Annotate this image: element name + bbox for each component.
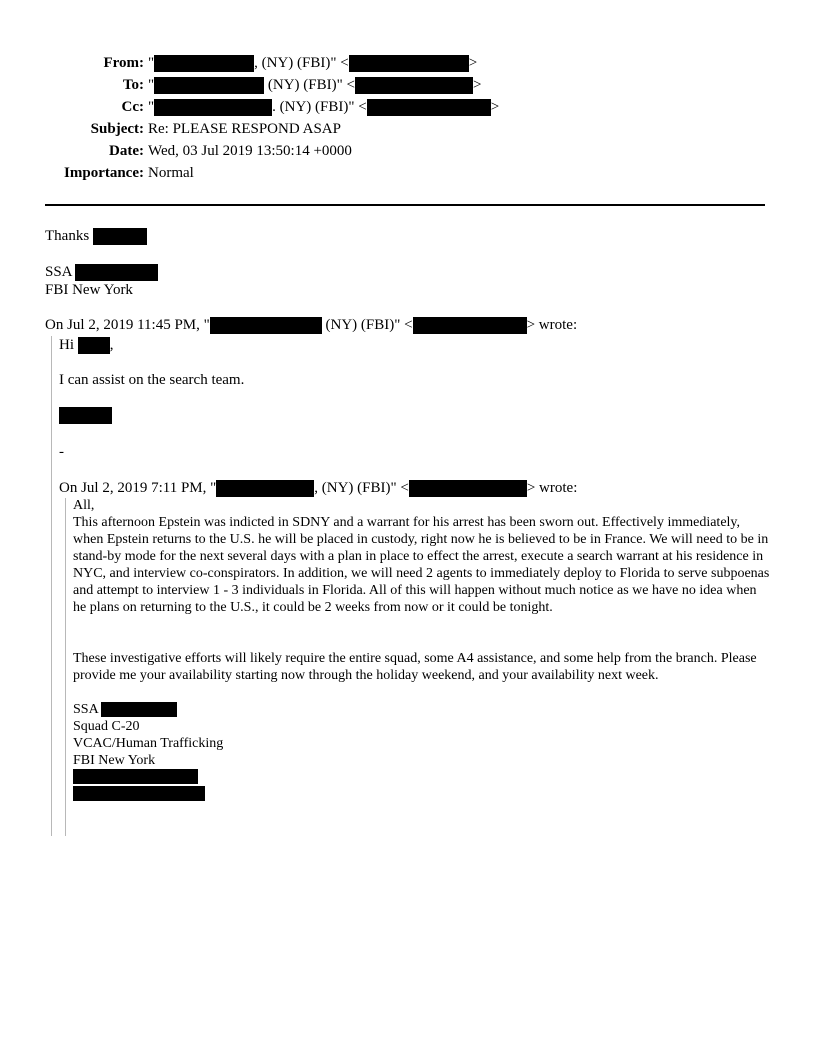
- quote1-bar: [51, 336, 52, 836]
- quote1-attribution: On Jul 2, 2019 11:45 PM, " (NY) (FBI)" < > wrote:: [45, 317, 578, 333]
- redacted-from-name: [154, 55, 254, 72]
- quote2-paragraph-2: These investigative efforts will likely require the entire squad, some A4 assistance, and some help from the branch. Please provide me your availability starting now through the holiday weekend, and your availability next week.: [73, 651, 757, 683]
- importance-value: Normal: [148, 165, 194, 181]
- quote2-sig-squad: Squad C-20: [73, 719, 140, 734]
- redacted-thanks-name: [93, 228, 147, 245]
- from-label: From:: [103, 55, 144, 71]
- header-divider: [45, 204, 765, 206]
- subject-label: Subject:: [90, 121, 144, 137]
- from-value: " , (NY) (FBI)" < >: [148, 55, 478, 71]
- redacted-q2-email: [409, 480, 527, 497]
- redacted-cc-name: [154, 99, 272, 116]
- to-value: " (NY) (FBI)" < >: [148, 77, 482, 93]
- redacted-q2-name: [216, 480, 314, 497]
- quote2-sig-office: FBI New York: [73, 753, 156, 768]
- redacted-from-email: [349, 55, 469, 72]
- quote2-bar: [65, 498, 66, 836]
- redacted-q2-sig-line-1: [73, 769, 198, 784]
- quote2-greeting: All,: [73, 498, 95, 513]
- redacted-q2-sig-line-2: [73, 786, 205, 801]
- redacted-to-email: [355, 77, 473, 94]
- reply-sig-title: SSA: [45, 263, 158, 281]
- quote1-body: I can assist on the search team.: [59, 372, 245, 388]
- redacted-greeting-name: [78, 337, 110, 354]
- quote1-dash: -: [59, 444, 64, 460]
- importance-label: Importance:: [64, 165, 144, 181]
- cc-value: " . (NY) (FBI)" < >: [148, 99, 500, 115]
- quote2-sig-unit: VCAC/Human Trafficking: [73, 736, 224, 751]
- to-label: To:: [122, 77, 144, 93]
- quote1-signature: [59, 406, 112, 424]
- redacted-to-name: [154, 77, 264, 94]
- redacted-sig-name: [75, 264, 158, 281]
- redacted-q1-sig: [59, 407, 112, 424]
- reply-sig-office: FBI New York: [45, 282, 133, 298]
- cc-label: Cc:: [121, 99, 144, 115]
- reply-thanks-line: Thanks: [45, 227, 147, 245]
- date-label: Date:: [109, 143, 144, 159]
- quote1-greeting: Hi ,: [59, 337, 114, 353]
- quote2-sig-title: SSA: [73, 701, 177, 718]
- redacted-q1-name: [210, 317, 322, 334]
- subject-value: Re: PLEASE RESPOND ASAP: [148, 121, 341, 137]
- quote2-paragraph-1: This afternoon Epstein was indicted in SDNY and a warrant for his arrest has been sworn out. Effectively immediately, when Epstein returns to the U.S. he will be placed in custody, right now he is believed to be in France. We will need to be in stand-by mode for the next several days with a plan in place to effect the arrest, execute a search warrant at his residence in NYC, and interview co-conspirators. In addition, we will need 2 agents to immediately deploy to Florida to serve subpoenas and attempt to interview 1 - 3 individuals in Florida. All of this will happen without much notice as we have no idea when he plans on returning to the U.S., it could be 2 weeks from now or it could be tonight.: [73, 515, 770, 615]
- redacted-q2-sig-name: [101, 702, 177, 717]
- date-value: Wed, 03 Jul 2019 13:50:14 +0000: [148, 143, 352, 159]
- redacted-cc-email: [367, 99, 491, 116]
- redacted-q1-email: [413, 317, 527, 334]
- quote2-attribution: On Jul 2, 2019 7:11 PM, " , (NY) (FBI)" < > wrote:: [59, 480, 578, 496]
